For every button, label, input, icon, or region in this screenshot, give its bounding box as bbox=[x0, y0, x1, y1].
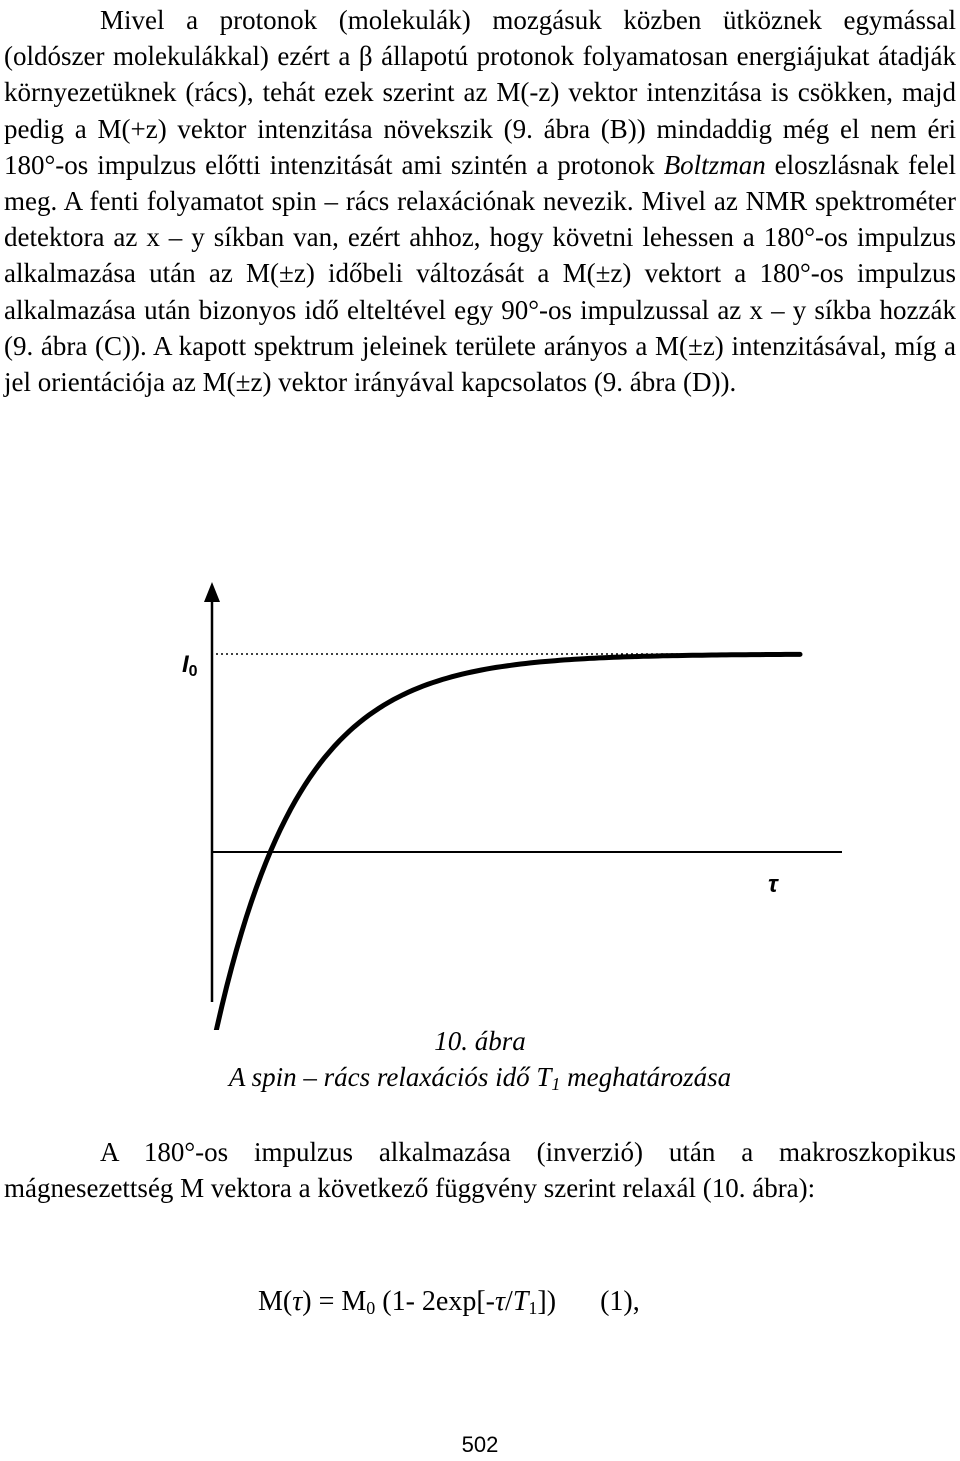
figure-caption-title: A spin – rács relaxációs idő $T_1$ meghatározása bbox=[228, 1062, 732, 1094]
boltzman-italic: Boltzman bbox=[663, 149, 766, 180]
equation-1: $M(\tau) = M_0$ (1- $2\exp[-\tau/T_1]$) (1), bbox=[258, 1286, 640, 1318]
page-number: 502 bbox=[461, 1432, 499, 1457]
x-axis-label: τ bbox=[768, 871, 778, 898]
relaxation-curve bbox=[212, 654, 800, 1030]
paragraph-1-text-b: eloszlásnak felel meg. A fenti folyamatot spin – rács relaxációnak nevezik. Mivel az NMR spektrométer detektora az x – y síkban van, ezért ahhoz, hogy követni lehessen a 180°-os impulzus alkalmazása után az M(±z) időbeli változását a M(±z) vektort a 180°-os impulzus alkalmazása után bizonyos idő elteltével egy 90°-os impulzussal az x – y síkba hozzák (9. ábra (C)). A kapott spektrum jeleinek területe arányos a M(±z) intenzitásával, míg a jel orientációja az M(±z) vektor irányával kapcsolatos (9. ábra (D)). bbox=[4, 149, 956, 398]
paragraph-1-text-a: Mivel a protonok (molekulák) mozgásuk közben ütköznek egymással (oldószer molekulákkal) ezért a β állapotú protonok folyamatosan energiájukat átadják környezetüknek (rács), tehát ezek szerint az M(-z) vektor intenzitása is csökken, majd pedig a M(+z) vektor intenzitása növekszik (9. ábra (B)) mindaddig még el nem éri 180°-os impulzus előtti intenzitását ami szintén a protonok bbox=[4, 5, 956, 180]
y-axis-label-sub: 0 bbox=[188, 663, 198, 680]
equation-number: (1), bbox=[600, 1286, 640, 1317]
body-paragraph-2: A 180°-os impulzus alkalmazása (inverzió) után a makroszkopikus mágnesezettség M vektora a következő függvény szerint relaxál (10. ábra): bbox=[4, 1137, 956, 1204]
relaxation-figure bbox=[0, 570, 960, 1030]
figure-caption-number: 10. ábra bbox=[434, 1026, 526, 1056]
y-axis-arrow bbox=[204, 582, 220, 602]
body-paragraph-1 bbox=[4, 2, 956, 400]
y-axis-label: I0 bbox=[182, 651, 198, 680]
